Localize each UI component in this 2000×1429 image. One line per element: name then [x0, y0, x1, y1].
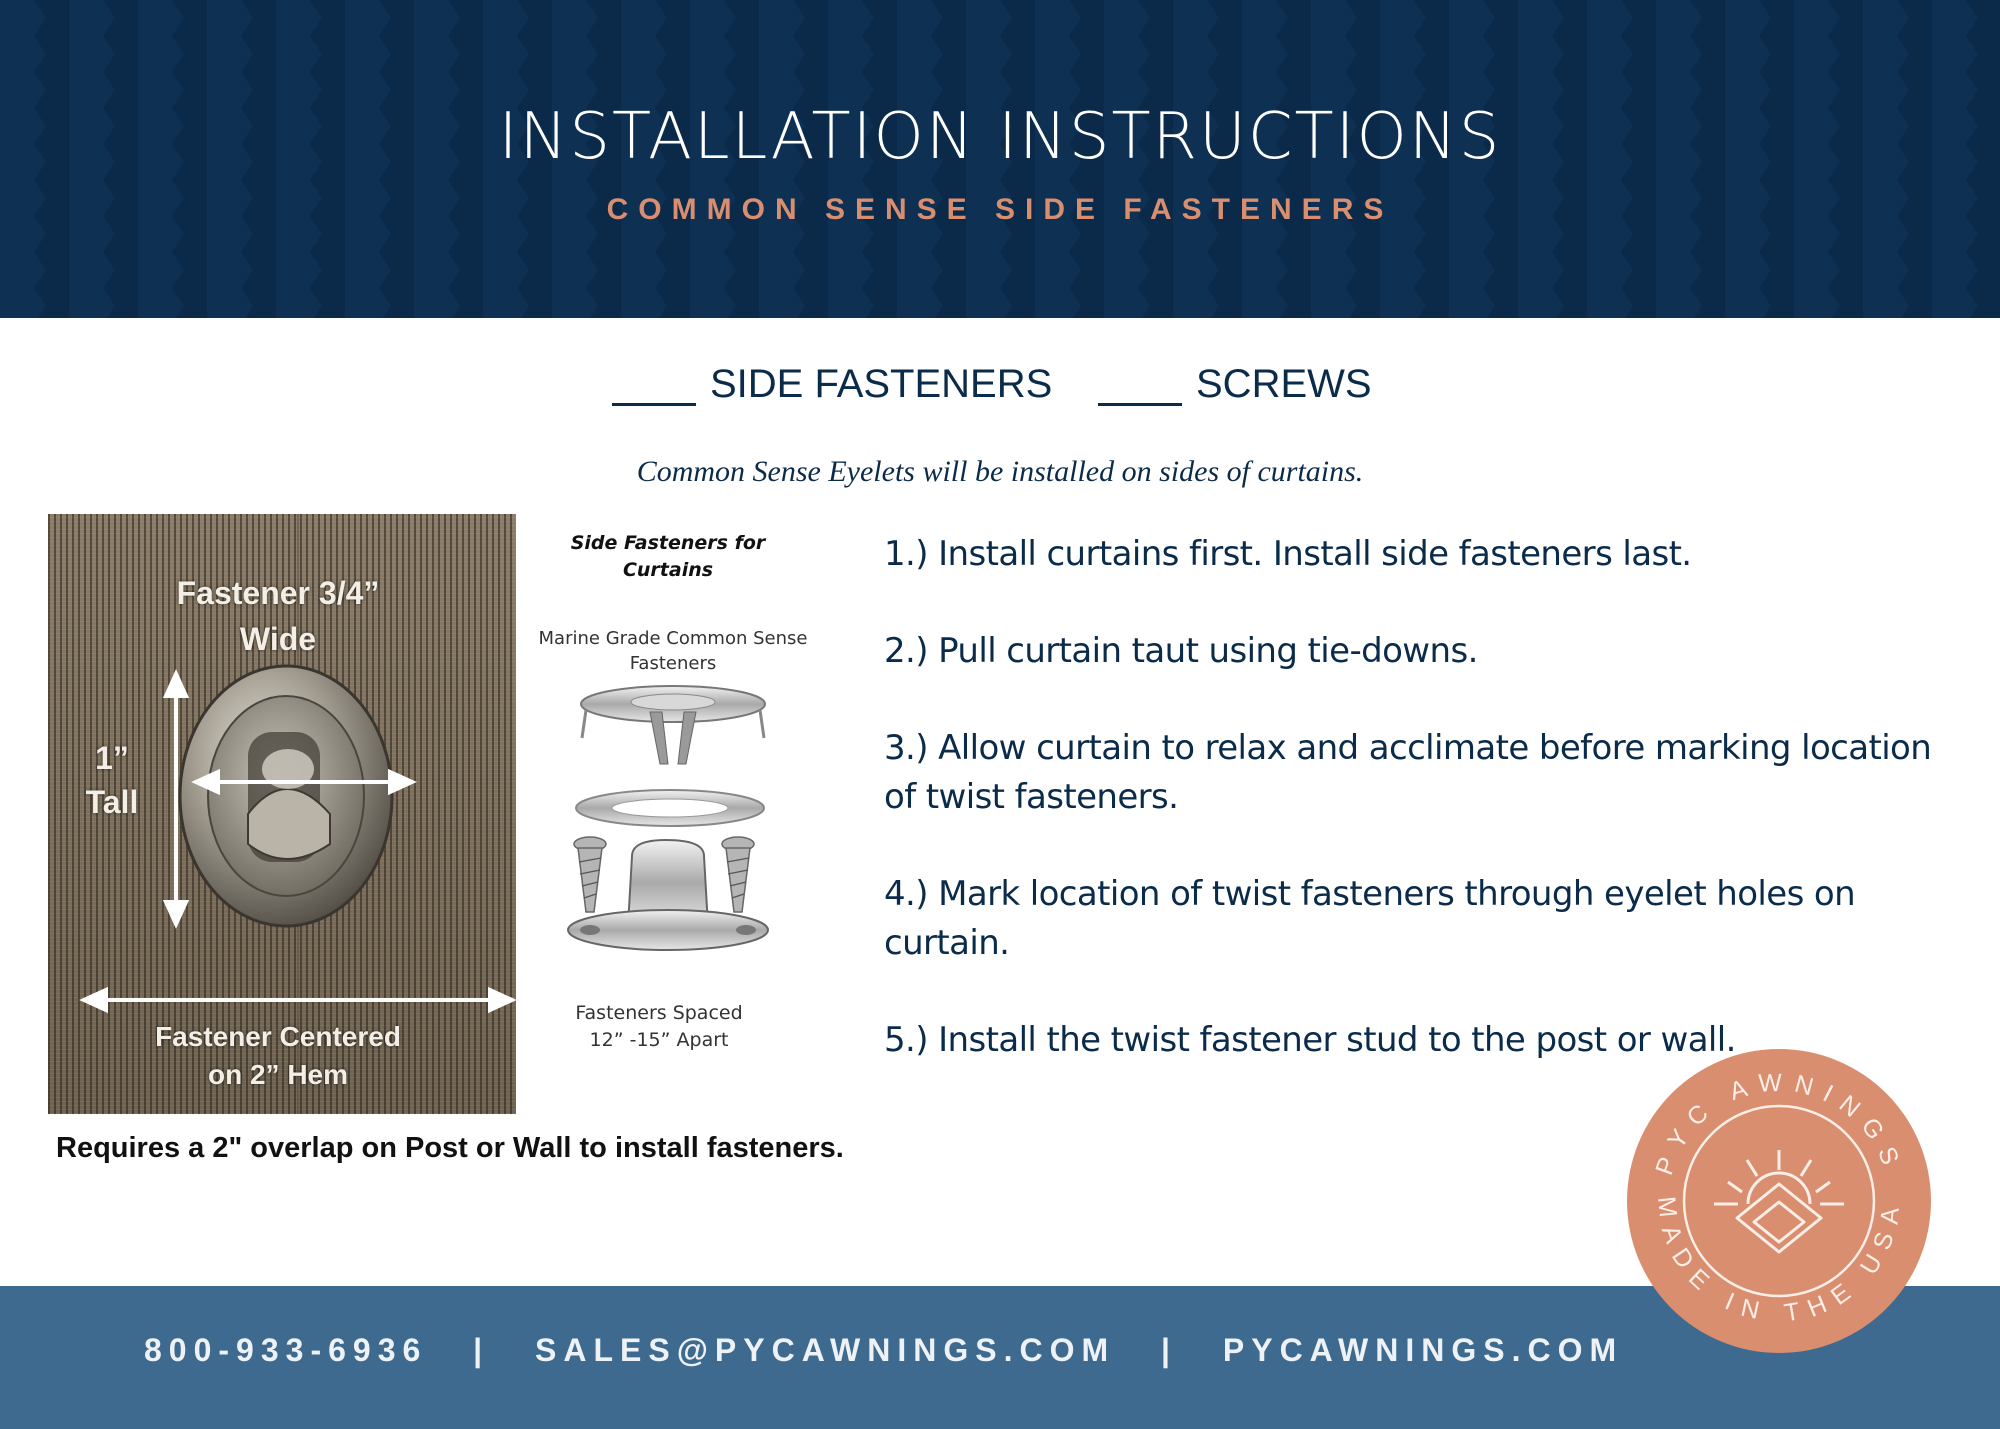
separator: | — [1161, 1332, 1177, 1368]
step-4: 4.) Mark location of twist fasteners through eyelet holes on curtain. — [884, 874, 1856, 963]
phone-number[interactable]: 800-933-6936 — [144, 1332, 428, 1368]
page-title: INSTALLATION INSTRUCTIONS — [498, 100, 1502, 174]
screws-label: SCREWS — [1196, 362, 1372, 406]
diagram-subtitle: Marine Grade Common Sense Fasteners — [538, 628, 808, 674]
fastener-parts-diagram — [528, 526, 818, 1066]
pyc-awnings-badge — [1624, 1046, 1934, 1356]
side-fasteners-count — [612, 358, 1052, 418]
fastener-photo — [48, 514, 516, 1114]
overlap-requirement: Requires a 2" overlap on Post or Wall to install fasteners. — [56, 1132, 844, 1164]
spacing-note: Fasteners Spaced 12” -15” Apart — [575, 1002, 743, 1051]
step-1: 1.) Install curtains first. Install side fasteners last. — [884, 534, 1692, 574]
separator: | — [473, 1332, 490, 1368]
page-subtitle: COMMON SENSE SIDE FASTENERS — [606, 193, 1394, 226]
badge-bottom-text: MADE IN THE USA — [1652, 1195, 1906, 1328]
email-link[interactable]: SALES@PYCAWNINGS.COM — [535, 1332, 1116, 1368]
screws-count — [1098, 358, 1372, 418]
website-link[interactable]: PYCAWNINGS.COM — [1222, 1332, 1624, 1368]
screws-blank — [1098, 358, 1182, 406]
step-3: 3.) Allow curtain to relax and acclimate before marking location of twist fasteners. — [884, 728, 1932, 817]
side-fasteners-label: SIDE FASTENERS — [710, 362, 1053, 406]
header-banner — [0, 0, 2000, 318]
badge-top-text: PYC AWNINGS — [1650, 1068, 1908, 1179]
eyelets-note: Common Sense Eyelets will be installed on sides of curtains. — [636, 455, 1364, 488]
width-label: Fastener 3/4” Wide — [176, 575, 380, 657]
instruction-steps — [884, 530, 1964, 1113]
hem-label: Fastener Centered on 2” Hem — [155, 1021, 401, 1090]
fastener-parts-icon — [528, 526, 818, 996]
height-label: 1” Tall — [85, 740, 139, 820]
step-5: 5.) Install the twist fastener stud to the post or wall. — [884, 1020, 1736, 1060]
diagram-title: Side Fasteners for Curtains — [570, 532, 766, 581]
side-fasteners-blank — [612, 358, 696, 406]
contact-line — [144, 1332, 1844, 1369]
step-2: 2.) Pull curtain taut using tie-downs. — [884, 631, 1478, 671]
